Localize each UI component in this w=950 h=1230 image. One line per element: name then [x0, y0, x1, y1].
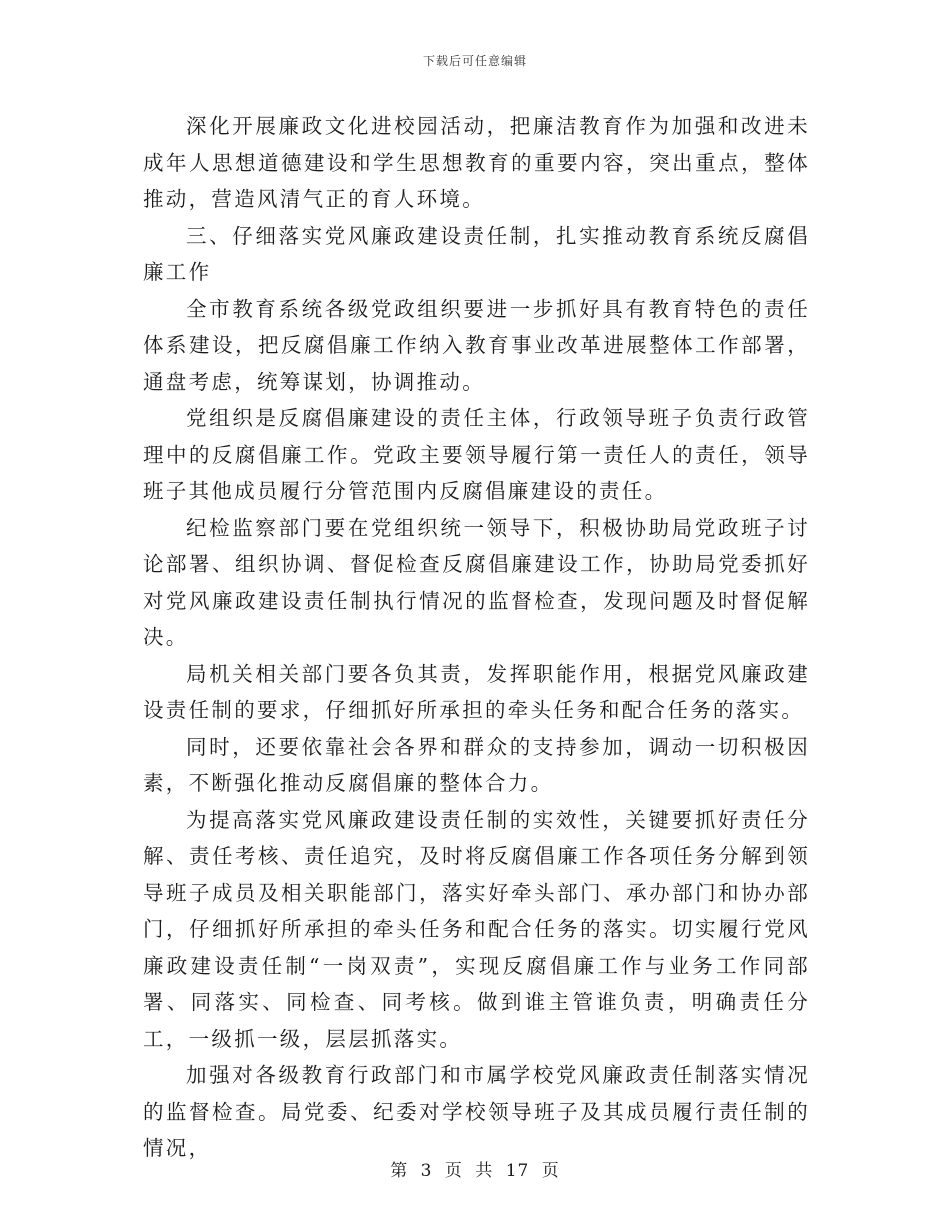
section-heading: 三、仔细落实党风廉政建设责任制，扎实推动教育系统反腐倡廉工作: [143, 223, 810, 284]
paragraph: 同时，还要依靠社会各界和群众的支持参加，调动一切积极因素，不断强化推动反腐倡廉的整体合力。: [143, 734, 810, 795]
page-number: 第 3 页 共 17 页: [390, 1161, 560, 1181]
paragraph: 党组织是反腐倡廉建设的责任主体，行政领导班子负责行政管理中的反腐倡廉工作。党政主要领导履行第一责任人的责任，领导班子其他成员履行分管范围内反腐倡廉建设的责任。: [143, 406, 810, 503]
page-header: 下载后可任意编辑: [422, 54, 527, 68]
paragraph: 局机关相关部门要各负其责，发挥职能作用，根据党风廉政建设责任制的要求，仔细抓好所承担的牵头任务和配合任务的落实。: [143, 661, 810, 722]
paragraph: 深化开展廉政文化进校园活动，把廉洁教育作为加强和改进未成年人思想道德建设和学生思想教育的重要内容，突出重点，整体推动，营造风清气正的育人环境。: [143, 114, 810, 211]
paragraph: 为提高落实党风廉政建设责任制的实效性，关键要抓好责任分解、责任考核、责任追究，及时将反腐倡廉工作各项任务分解到领导班子成员及相关职能部门，落实好牵头部门、承办部门和协办部门，仔细抓好所承担的牵头任务和配合任务的落实。切实履行党风廉政建设责任制“一岗双责”，实现反腐倡廉工作与业务工作同部署、同落实、同检查、同考核。做到谁主管谁负责，明确责任分工，一级抓一级，层层抓落实。: [143, 807, 810, 1051]
paragraph: 加强对各级教育行政部门和市属学校党风廉政责任制落实情况的监督检查。局党委、纪委对学校领导班子及其成员履行责任制的情况，: [143, 1063, 810, 1160]
paragraph: 纪检监察部门要在党组织统一领导下，积极协助局党政班子讨论部署、组织协调、督促检查反腐倡廉建设工作，协助局党委抓好对党风廉政建设责任制执行情况的监督检查，发现问题及时督促解决。: [143, 515, 810, 649]
paragraph: 全市教育系统各级党政组织要进一步抓好具有教育特色的责任体系建设，把反腐倡廉工作纳入教育事业改革进展整体工作部署，通盘考虑，统筹谋划，协调推动。: [143, 296, 810, 394]
document-body: [143, 108, 810, 1167]
